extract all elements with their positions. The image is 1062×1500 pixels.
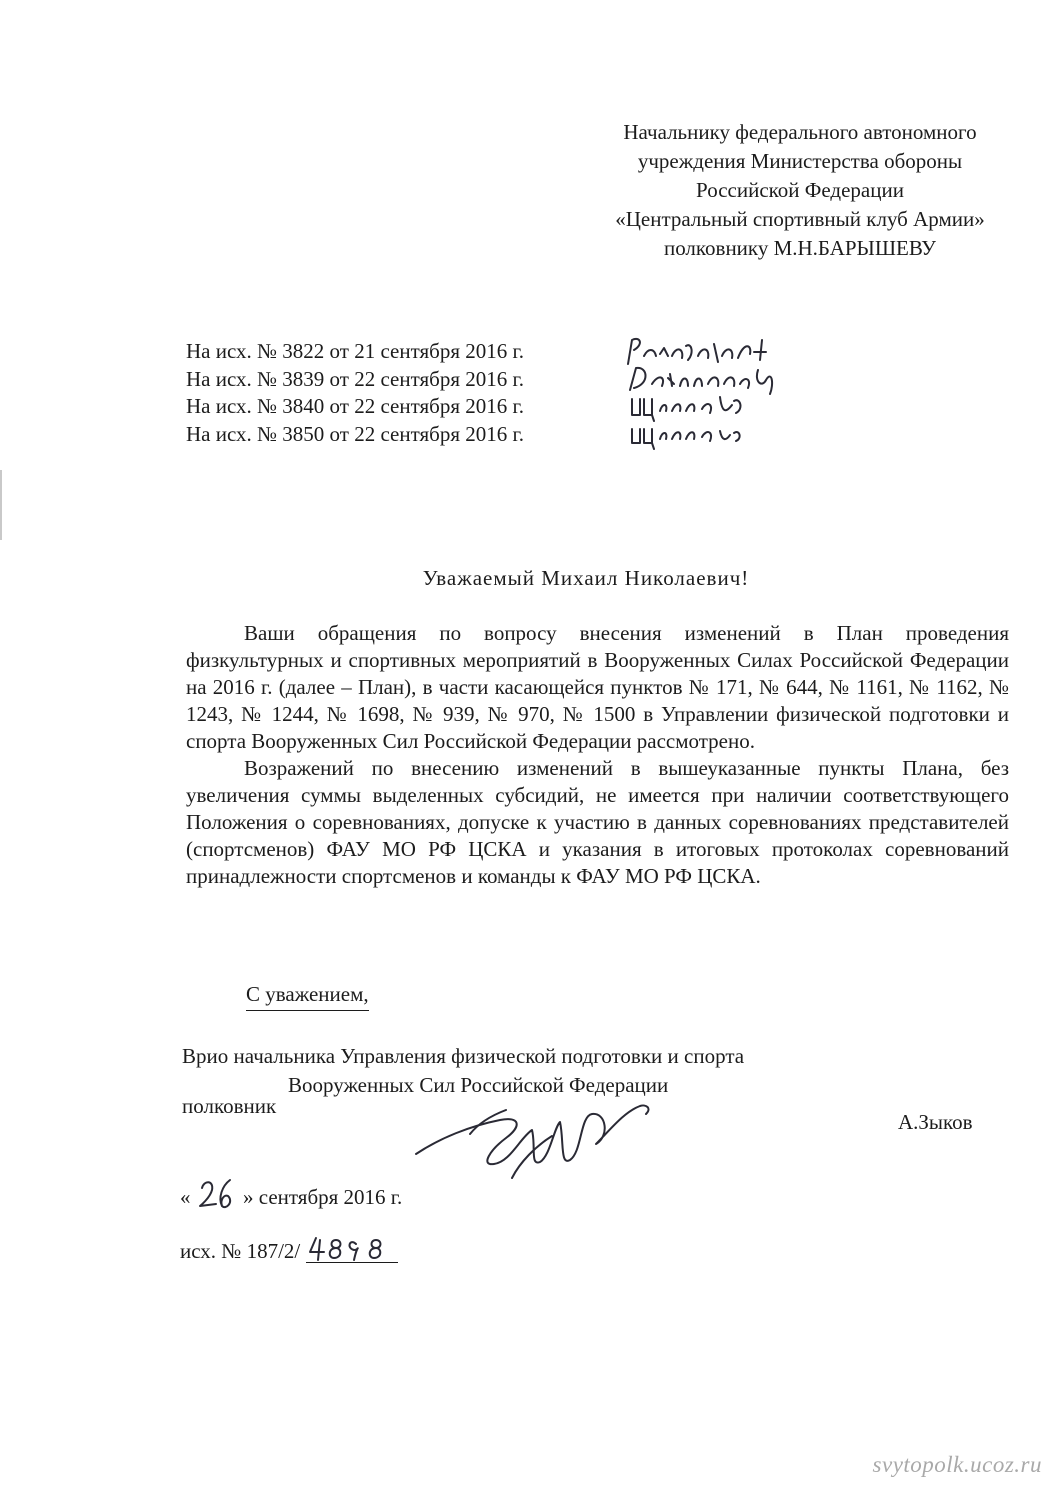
date-line (180, 1176, 402, 1210)
site-watermark: svytopolk.ucoz.ru (872, 1452, 1042, 1477)
date-rest: » сентября 2016 г. (243, 1185, 403, 1209)
outgoing-number (180, 1234, 398, 1264)
addressee-line: Начальнику федерального автономного (623, 120, 977, 144)
handwritten-day-glyph (196, 1176, 238, 1210)
signatory-name: А.Зыков (898, 1110, 973, 1134)
reference-row (186, 338, 524, 366)
handwritten-number-glyph (306, 1234, 398, 1264)
handwritten-signature (410, 1086, 660, 1182)
addressee-block (560, 118, 1040, 263)
handwritten-note (622, 417, 802, 451)
reference-text: На исх. № 3839 от 22 сентября 2016 г. (186, 366, 524, 391)
body-paragraph: Ваши обращения по вопросу внесения изменений в План проведения физкультурных и спортивных мероприятий в Вооруженных Силах Российской Федерации на 2016 г. (далее – План), в части касающейся пунктов № 171, № 644, № 1161, № 1162, № 1243, № 1244, № 1698, № 939, № 970, № 1500 в Управлении физической подготовки и спорта Вооруженных Сил Российской Федерации рассмотрено. (186, 621, 1009, 753)
outgoing-prefix: исх. № 187/2/ (180, 1239, 301, 1263)
date-open-quote: « (180, 1185, 191, 1209)
binding-mark (0, 470, 12, 540)
salutation: Уважаемый Михаил Николаевич! (422, 566, 750, 590)
reference-row (186, 421, 524, 449)
addressee-line: Российской Федерации (696, 178, 904, 202)
signatory-title: Вооруженных Сил Российской Федерации (288, 1073, 669, 1097)
reference-row (186, 366, 524, 394)
body-paragraph: Возражений по внесению изменений в вышеуказанные пункты Плана, без увеличения суммы выделенных субсидий, не имеется при наличии соответствующего Положения о соревнованиях, допуске к участию в данных соревнованиях представителей (спортсменов) ФАУ МО РФ ЦСКА и указания в итоговых протоколах соревнований принадлежности спортсменов и команды к ФАУ МО РФ ЦСКА. (186, 756, 1009, 888)
reference-text: На исх. № 3850 от 22 сентября 2016 г. (186, 421, 524, 446)
handwritten-outgoing-number (306, 1234, 398, 1263)
addressee-line: полковнику М.Н.БАРЫШЕВУ (663, 236, 937, 260)
handwritten-day (196, 1176, 238, 1206)
signatory-rank: полковник (182, 1094, 277, 1118)
reference-text: На исх. № 3822 от 21 сентября 2016 г. (186, 339, 524, 363)
closing: С уважением, (246, 982, 369, 1011)
reference-list (186, 338, 524, 448)
addressee-line: учреждения Министерства обороны (637, 149, 963, 173)
letter-body (186, 620, 1009, 890)
reference-text: На исх. № 3840 от 22 сентября 2016 г. (186, 394, 524, 418)
addressee-line: «Центральный спортивный клуб Армии» (615, 207, 985, 231)
reference-row (186, 393, 524, 421)
signatory-title: Врио начальника Управления физической подготовки и спорта (182, 1044, 745, 1068)
